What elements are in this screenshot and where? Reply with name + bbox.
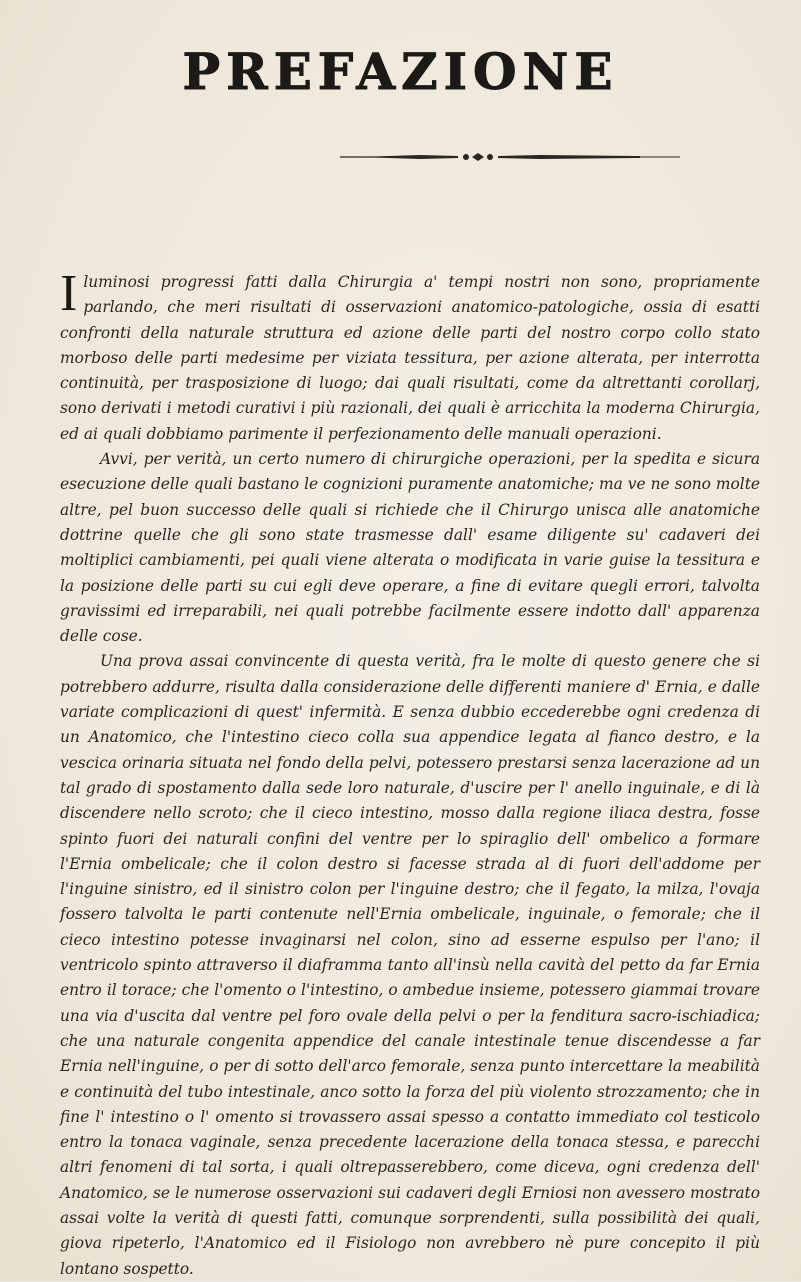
paragraph-1-text: luminosi progressi fatti dalla Chirurgia a' tempi nostri non sono, propriamente parlando, che meri risultati di osservazioni anatomico-patologiche, ossia di esatti confronti della naturale struttura ed azione delle parti del nostro corpo collo stato morboso delle parti medesime per viziata tessitura, per azione alterata, per interrotta continuità, per trasposizione di luogo; dai quali risultati, come da altrettanti corollarj, sono derivati i metodi curativi i più razionali, dei quali è arricchita la moderna Chirurgia, ed ai quali dobbiamo parimente il perfezionamento delle manuali operazioni.: [60, 273, 760, 443]
paragraph-1: [60, 265, 760, 447]
paragraph-3-text: Una prova assai convincente di questa verità, fra le molte di questo genere che si potrebbero addurre, risulta dalla considerazione delle differenti maniere d' Ernia, e dalle variate complicazioni di quest' infermità. E senza dubbio eccederebbe ogni credenza di un Anatomico, che l'intestino cieco colla sua appendice legata al fianco destro, e la vescica orinaria situata nel fondo della pelvi, potessero prestarsi senza lacerazione ad un tal grado di spostamento dalla sede loro naturale, d'uscire per l' anello inguinale, e di là discendere nello scroto; che il cieco intestino, mosso dalla regione iliaca destra, fosse spinto fuori dei naturali confini del ventre per lo spiraglio dell' ombelico a formare l'Ernia ombelicale; che il colon destro si facesse strada al di fuori dell'addome per l'inguine sinistro, ed il sinistro colon per l'inguine destro; che il fegato, la milza, l'ovaja fossero talvolta le parti contenute nell'Ernia ombelicale, inguinale, o femorale; che il cieco intestino potesse invaginarsi nel colon, sino ad esserne espulso per l'ano; il ventricolo spinto attraverso il diaframma tanto all'insù nella cavità del petto da far Ernia entro il torace; che l'omento o l'intestino, o ambedue insieme, potessero giammai trovare una via d'uscita dal ventre pel foro ovale della pelvi o per la fenditura sacro-ischiadica; che una naturale congenita appendice del canale intestinale tenue discendesse a far Ernia nell'inguine, o per di sotto dell'arco femorale, senza punto intercettare la meabilità e continuità del tubo intestinale, anco sotto la forza del più violento strozzamento; che in fine l' intestino o l' omento si trovassero assai spesso a contatto immediato col testicolo entro la tonaca vaginale, senza precedente lacerazione della tonaca stessa, e parecchi altri fenomeni di tal sorta, i quali oltrepasserebbero, come diceva, ogni credenza dell' Anatomico, se le numerose osservazioni sui cadaveri degli Erniosi non avessero mostrato assai volte la verità di questi fatti, comunque sorprendenti, sulla possibilità dei quali, giova ripeterlo, l'Anatomico ed il Fisiologo non avrebbero nè pure concepito il più lontano sospetto.: [60, 652, 760, 1278]
paragraph-2-text: Avvi, per verità, un certo numero di chirurgiche operazioni, per la spedita e sicura esecuzione delle quali bastano le cognizioni puramente anatomiche; ma ve ne sono molte altre, pel buon successo delle quali si richiede che il Chirurgo unisca alle anatomiche dottrine quelle che gli sono state trasmesse dall' esame diligente su' cadaveri dei moltiplici cambiamenti, pei quali viene alterata o modificata in varie guise la tessitura e la posizione delle parti su cui egli deve operare, a fine di evitare quegli errori, talvolta gravissimi ed irreparabili, nei quali potrebbe facilmente essere indotto dall' apparenza delle cose.: [60, 450, 760, 646]
drop-cap: I: [60, 265, 78, 322]
paragraph-2: [60, 447, 760, 649]
paragraph-3: [60, 649, 760, 1281]
page-title: PREFAZIONE: [182, 42, 619, 101]
ornament-rule-icon: [340, 152, 680, 162]
preface-body: [60, 265, 760, 1282]
